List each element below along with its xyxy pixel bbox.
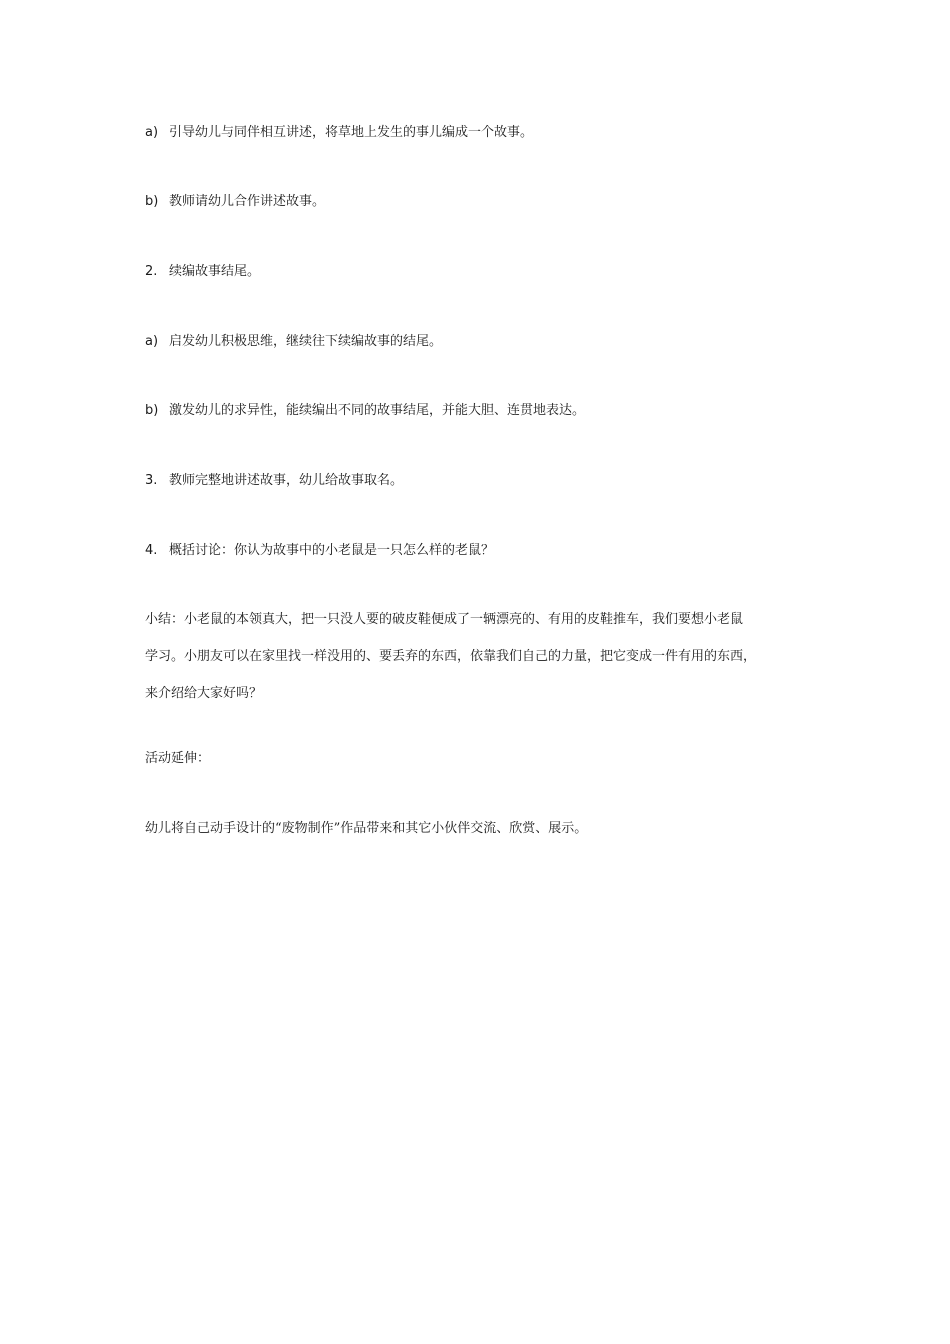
list-item xyxy=(145,470,815,492)
extension-text: 幼儿将自己动手设计的“废物制作”作品带来和其它小伙伴交流、欣赏、展示。 xyxy=(145,821,588,836)
list-marker: a) xyxy=(145,334,159,349)
list-item xyxy=(145,122,815,144)
list-marker: b) xyxy=(145,403,159,418)
list-item xyxy=(145,540,815,562)
list-item-text: 概括讨论：你认为故事中的小老鼠是一只怎么样的老鼠？ xyxy=(169,543,495,558)
list-marker: 2. xyxy=(145,264,158,279)
list-marker: a) xyxy=(145,125,159,140)
list-item xyxy=(145,191,815,213)
list-item-text: 启发幼儿积极思维，继续往下续编故事的结尾。 xyxy=(169,334,443,349)
list-item xyxy=(145,331,815,353)
list-marker: b) xyxy=(145,194,159,209)
list-item-text: 教师请幼儿合作讲述故事。 xyxy=(169,194,326,209)
list-item-text: 教师完整地讲述故事，幼儿给故事取名。 xyxy=(169,473,404,488)
list-item xyxy=(145,261,815,283)
list-item-text: 激发幼儿的求异性，能续编出不同的故事结尾，并能大胆、连贯地表达。 xyxy=(169,403,586,418)
list-item xyxy=(145,400,815,422)
summary-line-3: 来介绍给大家好吗？ xyxy=(145,686,263,701)
list-marker: 4. xyxy=(145,543,158,558)
summary-line-2: 学习。小朋友可以在家里找一样没用的、要丢弃的东西，依靠我们自己的力量，把它变成一件有用的东西， xyxy=(145,649,757,664)
extension-heading: 活动延伸： xyxy=(145,751,211,766)
list-item-text: 引导幼儿与同伴相互讲述，将草地上发生的事儿编成一个故事。 xyxy=(169,125,534,140)
list-item-text: 续编故事结尾。 xyxy=(169,264,261,279)
summary-line-1: 小结：小老鼠的本领真大，把一只没人要的破皮鞋便成了一辆漂亮的、有用的皮鞋推车，我们要想小老鼠 xyxy=(145,612,744,627)
list-marker: 3. xyxy=(145,473,158,488)
